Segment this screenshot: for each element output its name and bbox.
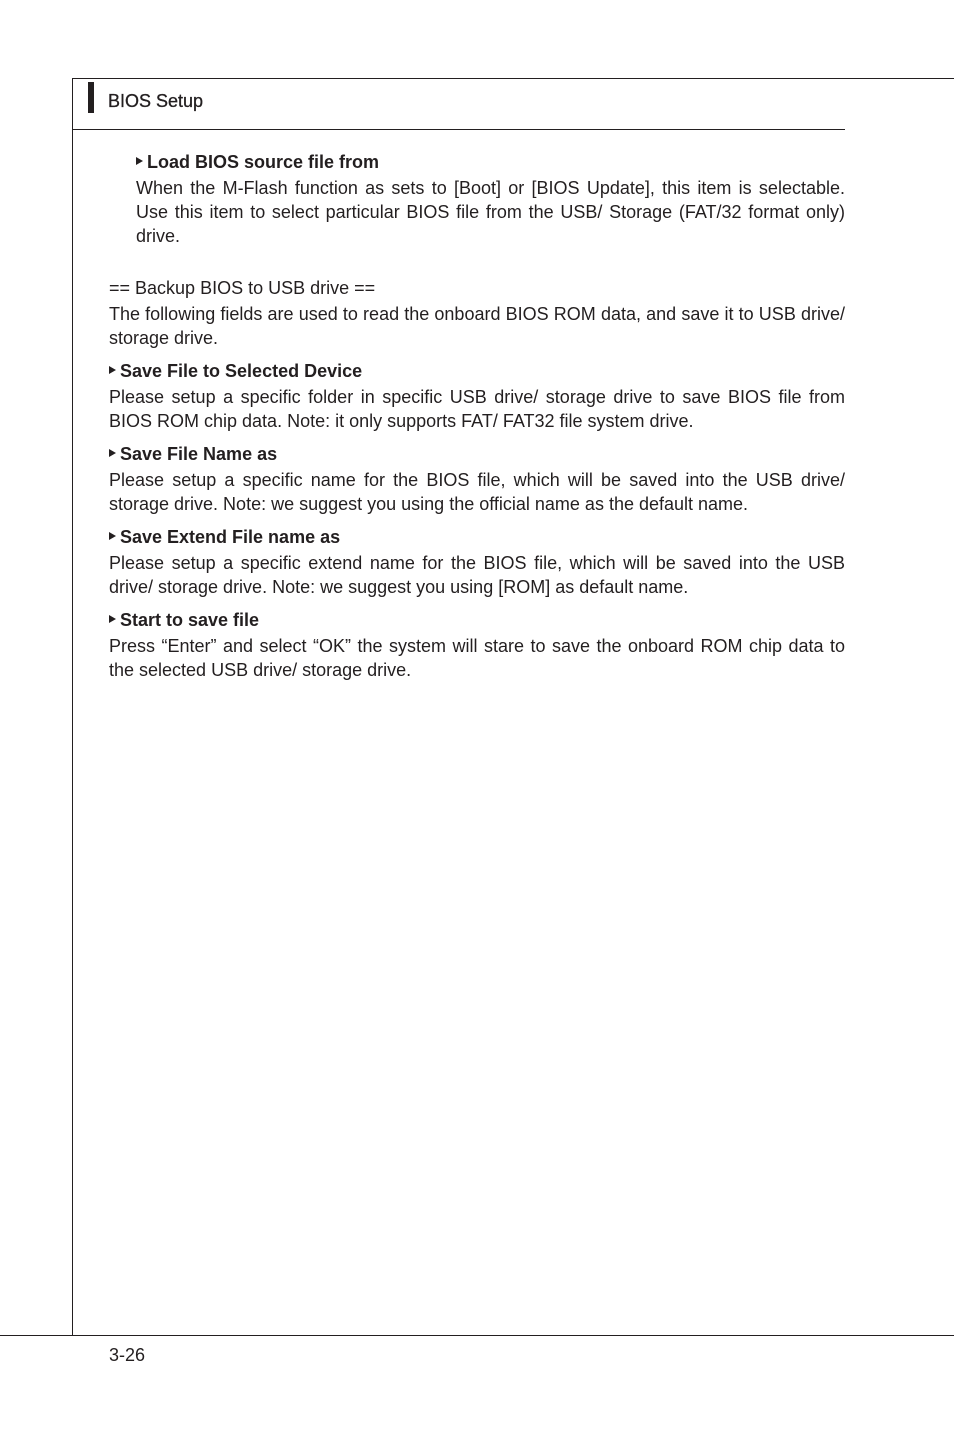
setting-title [109, 609, 845, 631]
triangle-bullet-icon [136, 157, 143, 165]
page-frame-left-rule [72, 78, 73, 1336]
setting-item-save-file-name [109, 443, 845, 516]
triangle-bullet-icon [109, 449, 116, 457]
section-heading-backup: == Backup BIOS to USB drive == [109, 278, 376, 298]
setting-title [109, 526, 845, 548]
triangle-bullet-icon [109, 532, 116, 540]
header-marker-bar [88, 82, 94, 113]
setting-title-text: Load BIOS source file from [147, 152, 380, 172]
triangle-bullet-icon [109, 615, 116, 623]
page-frame-top-rule [72, 78, 954, 79]
setting-item-start-save [109, 609, 845, 682]
setting-title [109, 443, 845, 465]
header-divider [72, 129, 845, 130]
setting-title-text: Save Extend File name as [120, 527, 341, 547]
page-frame-bottom-rule [0, 1335, 954, 1336]
setting-title [136, 151, 845, 173]
setting-title [109, 360, 845, 382]
section-intro: The following fields are used to read the onboard BIOS ROM data, and save it to USB drive/ storage drive. [109, 304, 845, 348]
page-header-title: BIOS Setup [108, 91, 204, 111]
setting-title-text: Start to save file [120, 610, 260, 630]
triangle-bullet-icon [109, 366, 116, 374]
setting-description: Press “Enter” and select “OK” the system will stare to save the onboard ROM chip data to the selected USB drive/ storage drive. [109, 636, 845, 680]
setting-title-text: Save File to Selected Device [120, 361, 363, 381]
page-number: 3-26 [109, 1345, 146, 1365]
setting-description: When the M-Flash function as sets to [Boot] or [BIOS Update], this item is selectable. Use this item to select particular BIOS file from the USB/ Storage (FAT/32 format only) drive. [136, 178, 845, 246]
setting-title-text: Save File Name as [120, 444, 278, 464]
page-content [109, 151, 845, 682]
setting-description: Please setup a specific name for the BIOS file, which will be saved into the USB drive/ storage drive. Note: we suggest you using the official name as the default name. [109, 470, 845, 514]
setting-description: Please setup a specific extend name for the BIOS file, which will be saved into the USB drive/ storage drive. Note: we suggest you using [ROM] as default name. [109, 553, 845, 597]
setting-description: Please setup a specific folder in specific USB drive/ storage drive to save BIOS file from BIOS ROM chip data. Note: it only supports FAT/ FAT32 file system drive. [109, 387, 845, 431]
setting-item-save-extend-name [109, 526, 845, 599]
setting-item-save-file-device [109, 360, 845, 433]
setting-item-load-bios-source [136, 151, 845, 248]
